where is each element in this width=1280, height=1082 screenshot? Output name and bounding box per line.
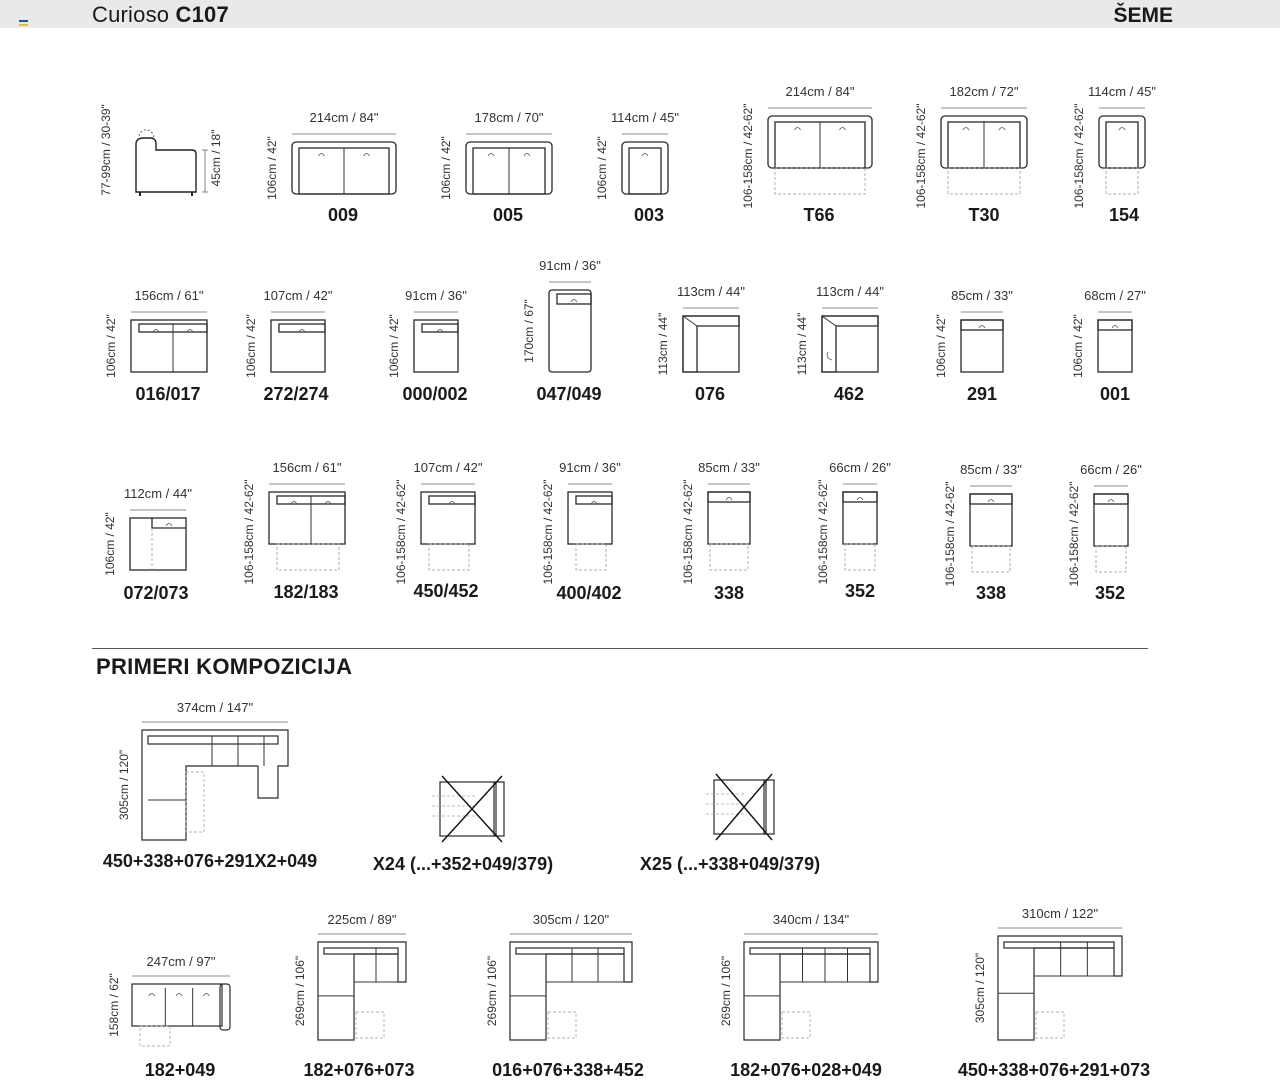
module-height-label: 106cm / 42" (934, 314, 948, 378)
module-height-label: 106-158cm / 42-62" (681, 479, 695, 585)
section-label: ŠEME (1113, 4, 1173, 27)
profile-height-label: 77-99cm / 30-39" (99, 104, 113, 196)
module-width-label: 85cm / 33" (960, 462, 1022, 477)
module-height-label: 106cm / 42" (103, 512, 117, 576)
width-dimension-line (421, 480, 479, 488)
module-drawing (269, 492, 349, 576)
module-code: 016/017 (135, 384, 201, 404)
composition-width-label: 374cm / 147" (176, 700, 254, 715)
composition-drawing (744, 942, 882, 1064)
width-dimension-line (970, 482, 1016, 490)
module-drawing (1099, 116, 1149, 200)
module-width-label: 91cm / 36" (405, 288, 467, 303)
module-drawing (843, 492, 881, 576)
module-height-label: 106cm / 42" (439, 136, 453, 200)
width-dimension-line (271, 308, 329, 316)
module-code: T66 (803, 205, 835, 225)
composition-width-label: 305cm / 120" (532, 912, 610, 927)
module-drawing (768, 116, 876, 200)
module-width-label: 107cm / 42" (263, 288, 333, 303)
width-dimension-line (1098, 308, 1136, 316)
module-height-label: 106-158cm / 42-62" (1072, 103, 1086, 209)
composition-code: 016+076+338+452 (492, 1060, 644, 1080)
side-profile-drawing (96, 70, 226, 200)
width-dimension-line (941, 104, 1031, 112)
module-height-label: 170cm / 67" (522, 299, 536, 363)
composition-drawing (432, 776, 510, 866)
width-dimension-line (1094, 482, 1132, 490)
module-width-label: 156cm / 61" (272, 460, 342, 475)
width-dimension-line (744, 930, 882, 938)
module-width-label: 66cm / 26" (829, 460, 891, 475)
module-code: 076 (694, 384, 726, 404)
module-width-label: 85cm / 33" (951, 288, 1013, 303)
composition-code: 182+076+073 (303, 1060, 415, 1080)
composition-code: 450+338+076+291+073 (957, 1060, 1151, 1080)
composition-code: X24 (...+352+049/379) (372, 854, 554, 874)
composition-height-label: 269cm / 106" (485, 955, 499, 1027)
module-drawing (708, 492, 754, 576)
composition-code: 450+338+076+291X2+049 (102, 851, 318, 871)
module-height-label: 106cm / 42" (1071, 314, 1085, 378)
module-height-label: 106cm / 42" (265, 136, 279, 200)
module-code: 291 (966, 384, 998, 404)
module-height-label: 113cm / 44" (795, 312, 809, 376)
module-code: 462 (833, 384, 865, 404)
width-dimension-line (708, 480, 754, 488)
width-dimension-line (269, 480, 349, 488)
header-bar (0, 0, 1280, 28)
module-width-label: 114cm / 45" (611, 110, 679, 125)
composition-width-label: 310cm / 122" (1021, 906, 1099, 921)
module-drawing (941, 116, 1031, 200)
model-code: C107 (175, 2, 229, 27)
brand-name: Curioso (92, 2, 170, 27)
width-dimension-line (142, 718, 292, 726)
width-dimension-line (318, 930, 410, 938)
module-height-label: 106-158cm / 42-62" (943, 481, 957, 587)
module-code: 338 (975, 583, 1007, 603)
module-width-label: 68cm / 27" (1084, 288, 1146, 303)
width-dimension-line (130, 506, 190, 514)
width-dimension-line (622, 130, 672, 138)
profile-seat-label: 45cm / 18" (209, 129, 223, 187)
module-height-label: 106-158cm / 42-62" (394, 479, 408, 585)
flag-icon (19, 20, 28, 26)
module-width-label: 214cm / 84" (785, 84, 855, 99)
width-dimension-line (132, 972, 234, 980)
width-dimension-line (292, 130, 400, 138)
module-width-label: 91cm / 36" (539, 258, 601, 273)
composition-width-label: 340cm / 134" (772, 912, 850, 927)
composition-code: 182+076+028+049 (730, 1060, 882, 1080)
composition-code: 182+049 (144, 1060, 216, 1080)
composition-drawing (142, 730, 292, 864)
module-width-label: 214cm / 84" (309, 110, 379, 125)
composition-drawing (998, 936, 1126, 1064)
module-code: 005 (492, 205, 524, 225)
module-height-label: 106-158cm / 42-62" (242, 479, 256, 585)
width-dimension-line (1099, 104, 1149, 112)
module-drawing (421, 492, 479, 576)
module-height-label: 106cm / 42" (387, 314, 401, 378)
module-width-label: 107cm / 42" (413, 460, 483, 475)
composition-drawing (706, 774, 780, 864)
section-divider (92, 648, 1148, 649)
module-width-label: 112cm / 44" (124, 486, 192, 501)
module-code: 450/452 (413, 581, 479, 601)
module-code: 272/274 (263, 384, 329, 404)
composition-drawing (132, 984, 234, 1050)
module-code: 400/402 (556, 583, 622, 603)
module-height-label: 113cm / 44" (656, 312, 670, 376)
module-height-label: 106cm / 42" (104, 314, 118, 378)
width-dimension-line (549, 278, 595, 286)
module-height-label: 106cm / 42" (595, 136, 609, 200)
composition-drawing (510, 942, 636, 1064)
module-width-label: 113cm / 44" (677, 284, 745, 299)
module-code: 154 (1108, 205, 1140, 225)
module-code: 000/002 (402, 384, 468, 404)
composition-height-label: 269cm / 106" (293, 955, 307, 1027)
module-width-label: 182cm / 72" (949, 84, 1019, 99)
module-width-label: 156cm / 61" (134, 288, 204, 303)
module-height-label: 106-158cm / 42-62" (1067, 481, 1081, 587)
model-title (92, 2, 229, 28)
composition-height-label: 305cm / 120" (973, 952, 987, 1024)
module-height-label: 106-158cm / 42-62" (816, 479, 830, 585)
side-profile-diagram (96, 70, 226, 200)
module-code: 352 (1094, 583, 1126, 603)
module-code: 047/049 (536, 384, 602, 404)
module-drawing (970, 494, 1016, 578)
module-code: 352 (844, 581, 876, 601)
composition-height-label: 305cm / 120" (117, 749, 131, 821)
module-code: 182/183 (273, 582, 339, 602)
width-dimension-line (414, 308, 462, 316)
composition-drawing (318, 942, 410, 1064)
width-dimension-line (998, 924, 1126, 932)
module-drawing (568, 492, 616, 576)
width-dimension-line (768, 104, 876, 112)
width-dimension-line (843, 480, 881, 488)
module-code: 001 (1099, 384, 1131, 404)
width-dimension-line (131, 308, 211, 316)
module-width-label: 85cm / 33" (698, 460, 760, 475)
composition-height-label: 269cm / 106" (719, 955, 733, 1027)
composition-width-label: 225cm / 89" (327, 912, 397, 927)
module-width-label: 66cm / 26" (1080, 462, 1142, 477)
width-dimension-line (822, 304, 882, 312)
module-code: 003 (633, 205, 665, 225)
module-code: 072/073 (123, 583, 189, 603)
width-dimension-line (568, 480, 616, 488)
module-height-label: 106-158cm / 42-62" (914, 103, 928, 209)
module-width-label: 114cm / 45" (1088, 84, 1156, 99)
width-dimension-line (466, 130, 556, 138)
module-height-label: 106-158cm / 42-62" (741, 103, 755, 209)
module-height-label: 106cm / 42" (244, 314, 258, 378)
composition-code: X25 (...+338+049/379) (639, 854, 821, 874)
module-width-label: 178cm / 70" (474, 110, 544, 125)
width-dimension-line (683, 304, 743, 312)
width-dimension-line (961, 308, 1007, 316)
module-code: 009 (327, 205, 359, 225)
module-width-label: 113cm / 44" (816, 284, 884, 299)
module-height-label: 106-158cm / 42-62" (541, 479, 555, 585)
module-drawing (1094, 494, 1132, 578)
width-dimension-line (510, 930, 636, 938)
composition-height-label: 158cm / 62" (107, 973, 121, 1037)
module-width-label: 91cm / 36" (559, 460, 621, 475)
compositions-heading: PRIMERI KOMPOZICIJA (96, 654, 353, 679)
module-code: T30 (968, 205, 1000, 225)
composition-width-label: 247cm / 97" (146, 954, 216, 969)
module-code: 338 (713, 583, 745, 603)
